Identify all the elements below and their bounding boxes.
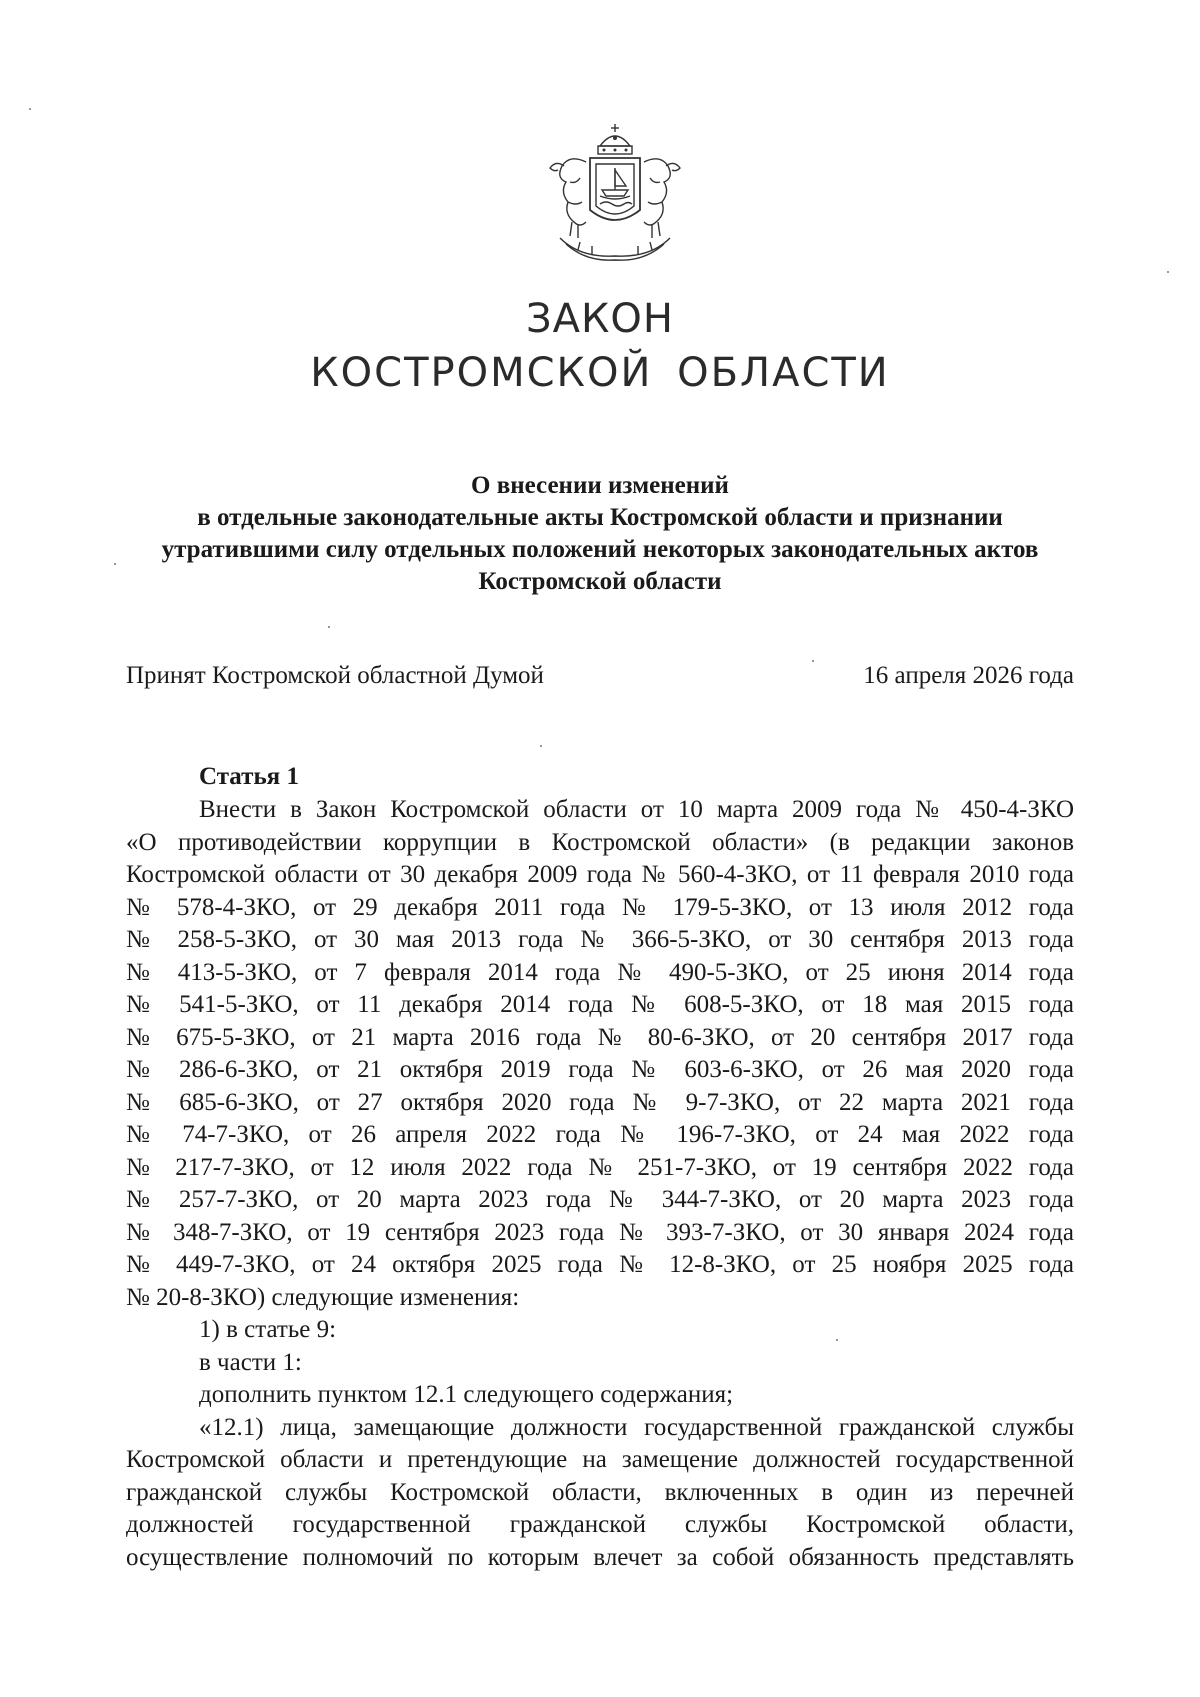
law-subject xyxy=(120,470,1080,598)
scan-speck xyxy=(836,1339,838,1341)
scan-speck xyxy=(114,563,116,565)
body-line: № 578-4-ЗКО, от 29 декабря 2011 года № 179-5-ЗКО, от 13 июля 2012 года xyxy=(126,893,1074,921)
body-line: «12.1) лица, замещающие должности государственной гражданской службы xyxy=(199,1413,1074,1441)
part-1: в части 1: xyxy=(199,1348,302,1376)
subject-line: О внесении изменений xyxy=(471,472,729,499)
coat-of-arms-icon xyxy=(520,118,710,268)
subject-line: в отдельные законодательные акты Костромской области и признании xyxy=(197,504,1003,531)
body-line: № 286-6-ЗКО, от 21 октября 2019 года № 603-6-ЗКО, от 26 мая 2020 года xyxy=(126,1056,1074,1083)
body-line: № 449-7-ЗКО, от 24 октября 2025 года № 12-8-ЗКО, от 25 ноября 2025 года xyxy=(126,1251,1074,1278)
body-line: гражданской службы Костромской области, включенных в один из перечней xyxy=(126,1478,1074,1506)
body-line: № 348-7-ЗКО, от 19 сентября 2023 года № 393-7-ЗКО, от 30 января 2024 года xyxy=(126,1218,1074,1246)
body-line: Костромской области от 30 декабря 2009 года № 560-4-ЗКО, от 11 февраля 2010 года xyxy=(126,861,1074,888)
item-1: 1) в статье 9: xyxy=(199,1316,337,1343)
adopted-by: Принят Костромской областной Думой xyxy=(126,662,544,689)
body-line: № 685-6-ЗКО, от 27 октября 2020 года № 9-7-ЗКО, от 22 марта 2021 года xyxy=(126,1088,1074,1116)
body-line: «О противодействии коррупции в Костромской области» (в редакции законов xyxy=(126,828,1074,856)
body-line: № 258-5-ЗКО, от 30 мая 2013 года № 366-5-ЗКО, от 30 сентября 2013 года xyxy=(126,926,1074,953)
subject-line: Костромской области xyxy=(478,568,722,595)
scan-speck xyxy=(540,745,542,747)
body-line: Внести в Закон Костромской области от 10 марта 2009 года № 450-4-ЗКО xyxy=(199,796,1074,823)
body-line: № 675-5-ЗКО, от 21 марта 2016 года № 80-6-ЗКО, от 20 сентября 2017 года xyxy=(126,1023,1074,1051)
body-line: № 74-7-ЗКО, от 26 апреля 2022 года № 196-7-ЗКО, от 24 мая 2022 года xyxy=(126,1121,1074,1148)
scan-speck xyxy=(29,108,31,110)
body-line: № 217-7-ЗКО, от 12 июля 2022 года № 251-7-ЗКО, от 19 сентября 2022 года xyxy=(126,1153,1074,1181)
body-line: Костромской области и претендующие на замещение должностей государственной xyxy=(126,1446,1074,1473)
body-line: № 541-5-ЗКО, от 11 декабря 2014 года № 608-5-ЗКО, от 18 мая 2015 года xyxy=(126,991,1074,1018)
article-body xyxy=(126,794,1074,1574)
scan-speck xyxy=(812,660,814,662)
supplement-line: дополнить пунктом 12.1 следующего содержания; xyxy=(199,1381,734,1408)
scan-speck xyxy=(328,626,330,628)
law-type-title: ЗАКОН xyxy=(526,296,674,342)
body-line: должностей государственной гражданской службы Костромской области, xyxy=(126,1511,1074,1538)
article-heading: Статья 1 xyxy=(199,763,299,790)
subject-line: утратившими силу отдельных положений некоторых законодательных актов xyxy=(161,536,1039,563)
body-line: № 257-7-ЗКО, от 20 марта 2023 года № 344-7-ЗКО, от 20 марта 2023 года xyxy=(126,1186,1074,1213)
adoption-date: 16 апреля 2026 года xyxy=(863,662,1074,689)
body-line: № 20-8-ЗКО) следующие изменения: xyxy=(126,1283,520,1311)
region-title: КОСТРОМСКОЙ ОБЛАСТИ xyxy=(310,350,890,396)
body-line: осуществление полномочий по которым влечет за собой обязанность представлять xyxy=(126,1543,1074,1571)
scan-speck xyxy=(1167,271,1169,273)
body-line: № 413-5-ЗКО, от 7 февраля 2014 года № 490-5-ЗКО, от 25 июня 2014 года xyxy=(126,958,1074,986)
